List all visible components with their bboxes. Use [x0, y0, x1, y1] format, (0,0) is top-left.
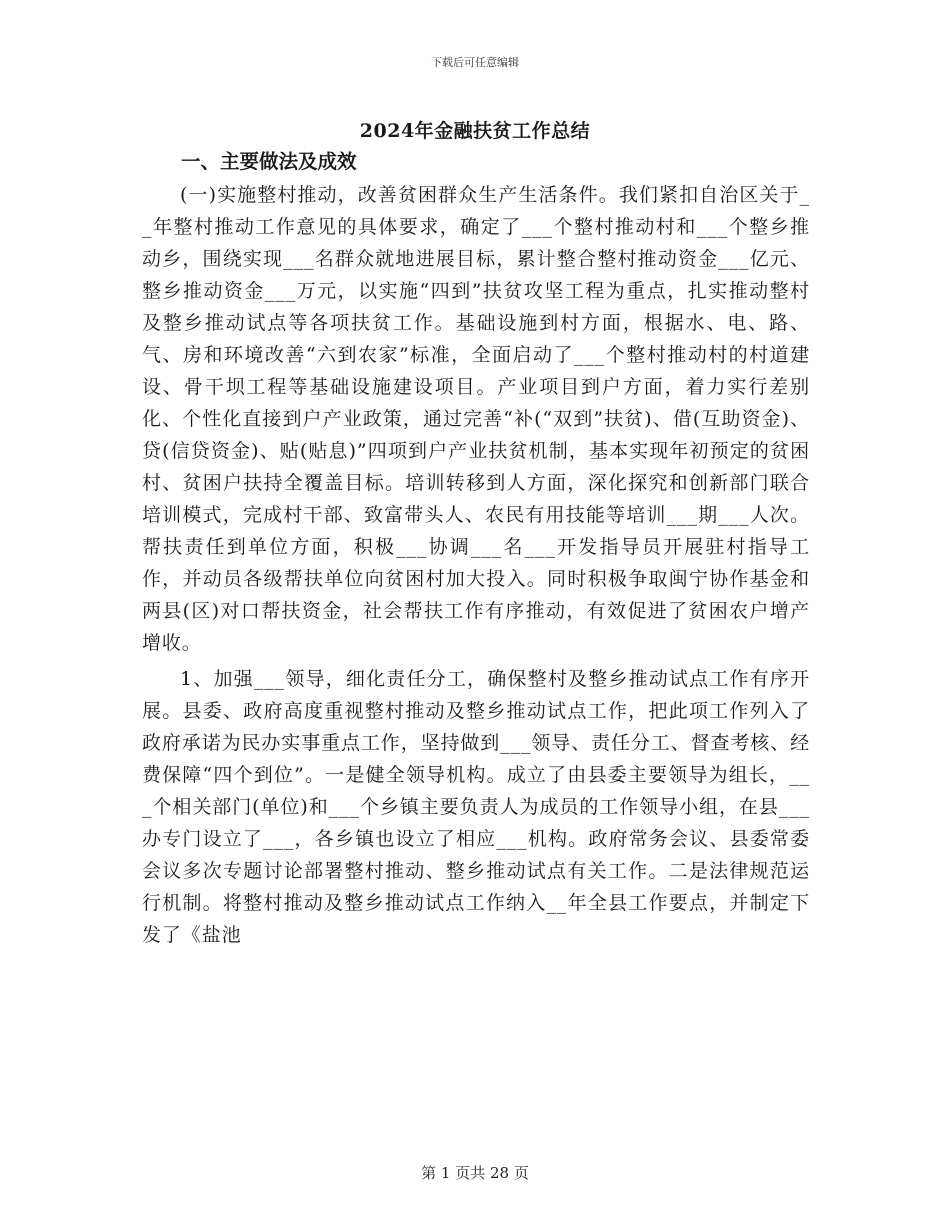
header-note: 下载后可任意编辑 — [431, 56, 519, 69]
page-number: 第 1 页共 28 页 — [421, 1164, 529, 1182]
document-body — [142, 146, 810, 955]
document-title: 2024年金融扶贫工作总结 — [359, 120, 591, 142]
section-heading: 一、主要做法及成效 — [181, 150, 357, 173]
paragraph-2: 1、加强___领导，细化责任分工，确保整村及整乡推动试点工作有序开展。县委、政府高度重视整村推动及整乡推动试点工作，把此项工作列入了政府承诺为民办实事重点工作，坚持做到___领导、责任分工、督查考核、经费保障“四个到位”。一是健全领导机构。成立了由县委主要领导为组长，___个相关部门(单位)和___个乡镇主要负责人为成员的工作领导小组，在县___办专门设立了___，各乡镇也设立了相应___机构。政府常务会议、县委常委会议多次专题讨论部署整村推动、整乡推动试点有关工作。二是法律规范运行机制。将整村推动及整乡推动试点工作纳入__年全县工作要点，并制定下发了《盐池 — [142, 668, 811, 946]
paragraph-1: (一)实施整村推动，改善贫困群众生产生活条件。我们紧扣自治区关于__年整村推动工作意见的具体要求，确定了___个整村推动村和___个整乡推动乡，围绕实现___名群众就地进展目标，累计整合整村推动资金___亿元、整乡推动资金___万元，以实施“四到”扶贫攻坚工程为重点，扎实推动整村及整乡推动试点等各项扶贫工作。基础设施到村方面，根据水、电、路、气、房和环境改善“六到农家”标准，全面启动了___个整村推动村的村道建设、骨干坝工程等基础设施建设项目。产业项目到户方面，着力实行差别化、个性化直接到户产业政策，通过完善“补(“双到”扶贫)、借(互助资金)、贷(信贷资金)、贴(贴息)”四项到户产业扶贫机制，基本实现年初预定的贫困村、贫困户扶持全覆盖目标。培训转移到人方面，深化探究和创新部门联合培训模式，完成村干部、致富带头人、农民有用技能等培训___期___人次。帮扶责任到单位方面，积极___协调___名___开发指导员开展驻村指导工作，并动员各级帮扶单位向贫困村加大投入。同时积极争取闽宁协作基金和两县(区)对口帮扶资金，社会帮扶工作有序推动，有效促进了贫困农户增产增收。 — [142, 184, 810, 654]
